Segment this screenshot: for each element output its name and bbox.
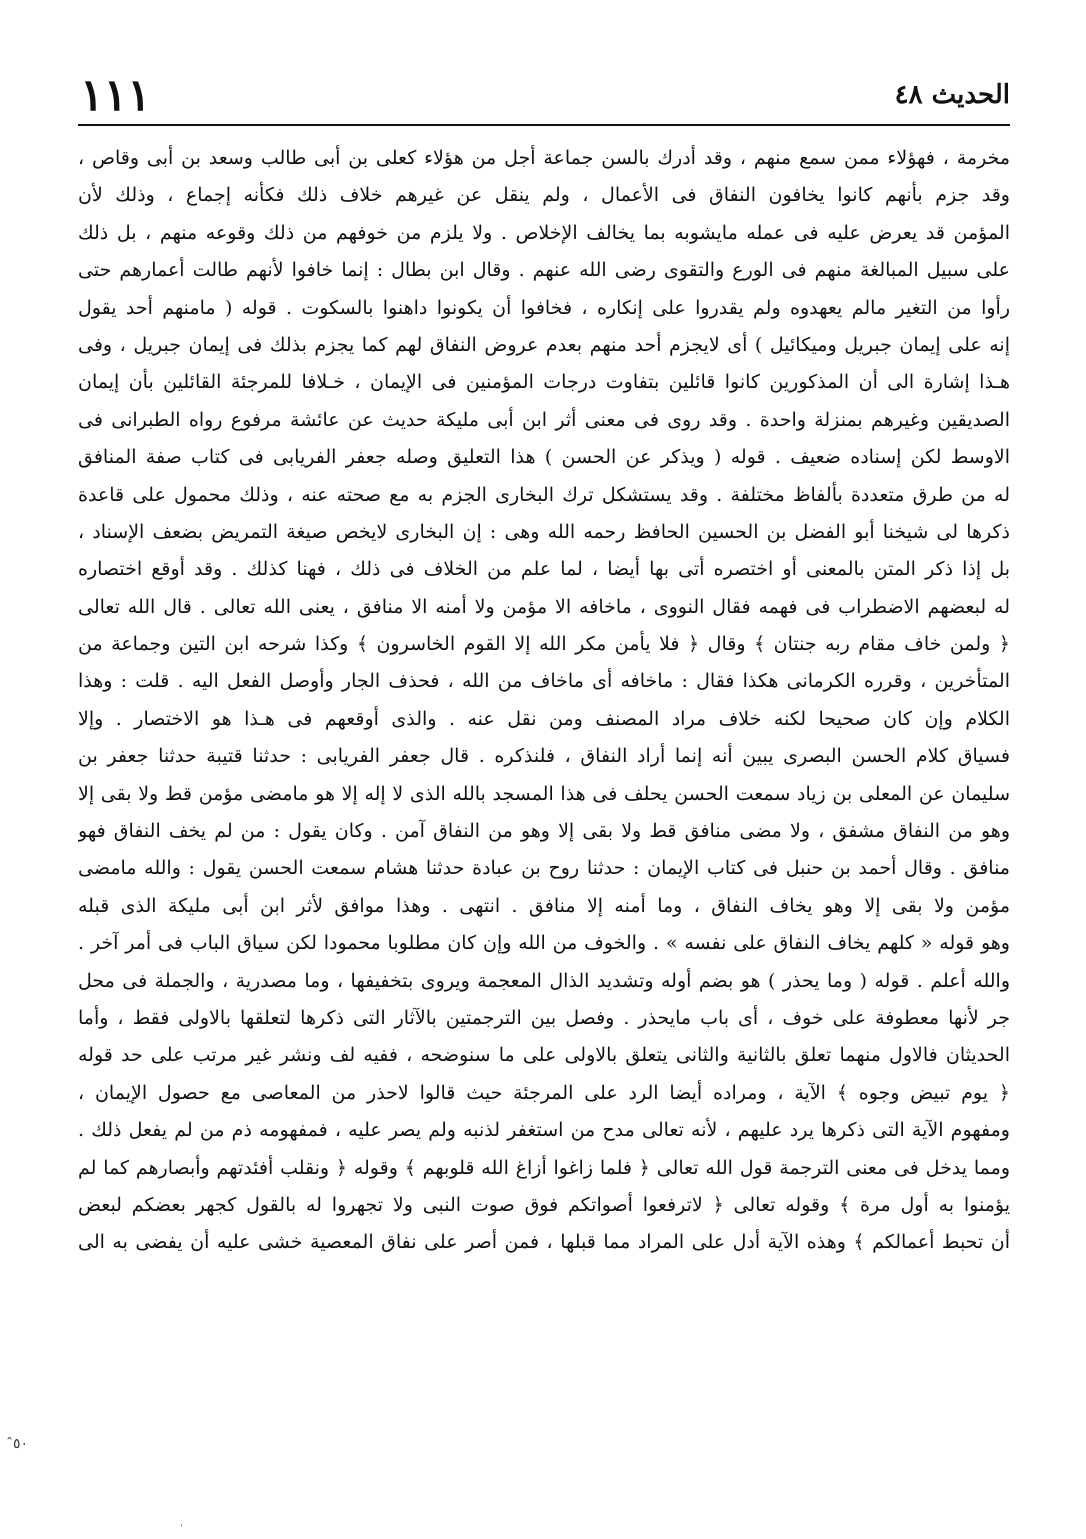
text-line: وقد جزم بأنهم كانوا يخافون النفاق فى الأعمال ، ولم ينقل عن غيرهم خلاف ذلك فكأنه إجماع ، وذلك لأن: [78, 184, 1010, 207]
text-line: إنه على إيمان جبريل وميكائيل ) أى لايجزم أحد منهم بعدم عروض النفاق لهم كما يجزم بذلك فى إيمان جبريل ، وفى: [78, 333, 1010, 356]
text-line: الحديثان فالاول منهما تعلق بالثانية والثانى يتعلق بالاولى على ما سنوضحه ، ففيه لف ونشر غير مرتب على حد قوله: [78, 1044, 1010, 1067]
page-number: ١١١: [80, 70, 151, 121]
text-line: مؤمن ولا بقى إلا وهو يخاف النفاق ، وما أمنه إلا منافق . انتهى . وهذا موافق لأثر ابن أبى مليكة الذى قبله: [78, 894, 1010, 917]
text-body: [78, 140, 1010, 1262]
text-line: على سبيل المبالغة منهم فى الورع والتقوى رضى الله عنهم . وقال ابن بطال : إنما خافوا لأنهم طالت أعمارهم حتى: [78, 259, 1010, 282]
text-line: ومما يدخل فى معنى الترجمة قول الله تعالى ﴿ فلما زاغوا أزاغ الله قلوبهم ﴾ وقوله ﴿ ونقلب أفئدتهم وأبصارهم كما لم: [78, 1156, 1010, 1179]
text-line: هـذا إشارة الى أن المذكورين كانوا قائلين بتفاوت درجات المؤمنين فى الإيمان ، خـلافا للمرجئة القائلين بأن إيمان: [78, 371, 1010, 394]
text-line: وهو قوله « كلهم يخاف النفاق على نفسه » . والخوف من الله وإن كان مطلوبا محمودا لكن سياق الباب فى أمر آخر .: [78, 932, 1010, 955]
bottom-tick: ˈ: [180, 1524, 183, 1535]
text-line: بل إذا ذكر المتن بالمعنى أو اختصره أتى بها أيضا ، لما علم من الخلاف فى ذلك ، فهنا كذلك . وقد أوقع اختصاره: [78, 558, 1010, 581]
text-line: له من طرق متعددة بألفاظ مختلفة . وقد يستشكل ترك البخارى الجزم به مع صحته عنه ، وذلك محمول على قاعدة: [78, 483, 1010, 506]
text-line: فسياق كلام الحسن البصرى يبين أنه إنما أراد النفاق ، فلنذكره . قال جعفر الفريابى : حدثنا قتيبة حدثنا جعفر بن: [78, 745, 1010, 768]
text-line: رأوا من التغير مالم يعهدوه ولم يقدروا على إنكاره ، فخافوا أن يكونوا داهنوا بالسكوت . قوله ( مامنهم أحد يقول: [78, 296, 1010, 319]
page-header: [70, 70, 1010, 124]
text-line: الصديقين وغيرهم بمنزلة واحدة . وقد روى فى معنى أثر ابن أبى مليكة حديث عن عائشة مرفوع رواه الطبرانى فى: [78, 408, 1010, 431]
text-line: منافق . وقال أحمد بن حنبل فى كتاب الإيمان : حدثنا روح بن عبادة حدثنا هشام سمعت الحسن يقول : والله مامضى: [78, 857, 1010, 880]
text-line: المتأخرين ، وقرره الكرمانى هكذا فقال : ماخافه أى ماخاف من الله ، فحذف الجار وأوصل الفعل اليه . قلت : وهذا: [78, 670, 1010, 693]
text-line: ذكرها لى شيخنا أبو الفضل بن الحسين الحافظ رحمه الله وهى : إن البخارى لايخص صيغة التمريض بضعف الإسناد ،: [78, 520, 1010, 543]
text-line: جر لأنها معطوفة على خوف ، أى باب مايحذر . وفصل بين الترجمتين بالآثار التى ذكرها لتعلقها بالاولى فقط ، وأما: [78, 1006, 1010, 1029]
text-line: ومفهوم الآية التى ذكرها يرد عليهم ، لأنه تعالى مدح من استغفر لذنبه ولم يصر عليه ، فمفهومه ذم من لم يفعل ذلك .: [78, 1119, 1010, 1142]
text-line: سليمان عن المعلى بن زياد سمعت الحسن يحلف فى هذا المسجد بالله الذى لا إله إلا هو مامضى مؤمن قط ولا بقى إلا: [78, 782, 1010, 805]
text-line: له لبعضهم الاضطراب فى فهمه فقال النووى ، ماخافه الا مؤمن ولا أمنه الا منافق ، يعنى الله تعالى . قال الله تعالى: [78, 595, 1010, 618]
text-line: الاوسط لكن إسناده ضعيف . قوله ( ويذكر عن الحسن ) هذا التعليق وصله جعفر الفريابى فى كتاب صفة المنافق: [78, 446, 1010, 469]
running-head: الحديث ٤٨: [894, 80, 1010, 110]
text-line: ﴿ ولمن خاف مقام ربه جنتان ﴾ وقال ﴿ فلا يأمن مكر الله إلا القوم الخاسرون ﴾ وكذا شرحه ابن التين وجماعة من: [78, 633, 1010, 656]
header-rule: [78, 124, 1010, 126]
text-line: المؤمن قد يعرض عليه فى عمله مايشوبه بما يخالف الإخلاص . ولا يلزم من خوفهم من ذلك وقوعه منهم ، بل ذلك: [78, 221, 1010, 244]
text-line: الكلام وإن كان صحيحا لكنه خلاف مراد المصنف ومن نقل عنه . والذى أوقعهم فى هـذا هو الاختصار . وإلا: [78, 707, 1010, 730]
text-line: أن تحبط أعمالكم ﴾ وهذه الآية أدل على المراد مما قبلها ، فمن أصر على نفاق المعصية خشى عليه أن يفضى به الى: [78, 1231, 1010, 1254]
text-line: يؤمنوا به أول مرة ﴾ وقوله تعالى ﴿ لاترفعوا أصواتكم فوق صوت النبى ولا تجهروا له بالقول كجهر بعضكم لبعض: [78, 1193, 1010, 1216]
text-line: والله أعلم . قوله ( وما يحذر ) هو بضم أوله وتشديد الذال المعجمة ويروى بتخفيفها ، وما مصدرية ، والجملة فى محل: [78, 969, 1010, 992]
text-line: وهو من النفاق مشفق ، ولا مضى منافق قط ولا بقى إلا وهو من النفاق آمن . وكان يقول : من لم يخف النفاق فهو: [78, 820, 1010, 843]
edge-mark: ˆ٥٠: [6, 1436, 29, 1452]
text-line: ﴿ يوم تبيض وجوه ﴾ الآية ، ومراده أيضا الرد على المرجئة حيث قالوا لاحذر من المعاصى مع حصول الإيمان ،: [78, 1081, 1010, 1104]
text-line: مخرمة ، فهؤلاء ممن سمع منهم ، وقد أدرك بالسن جماعة أجل من هؤلاء كعلى بن أبى طالب وسعد بن أبى وقاص ،: [78, 147, 1010, 169]
